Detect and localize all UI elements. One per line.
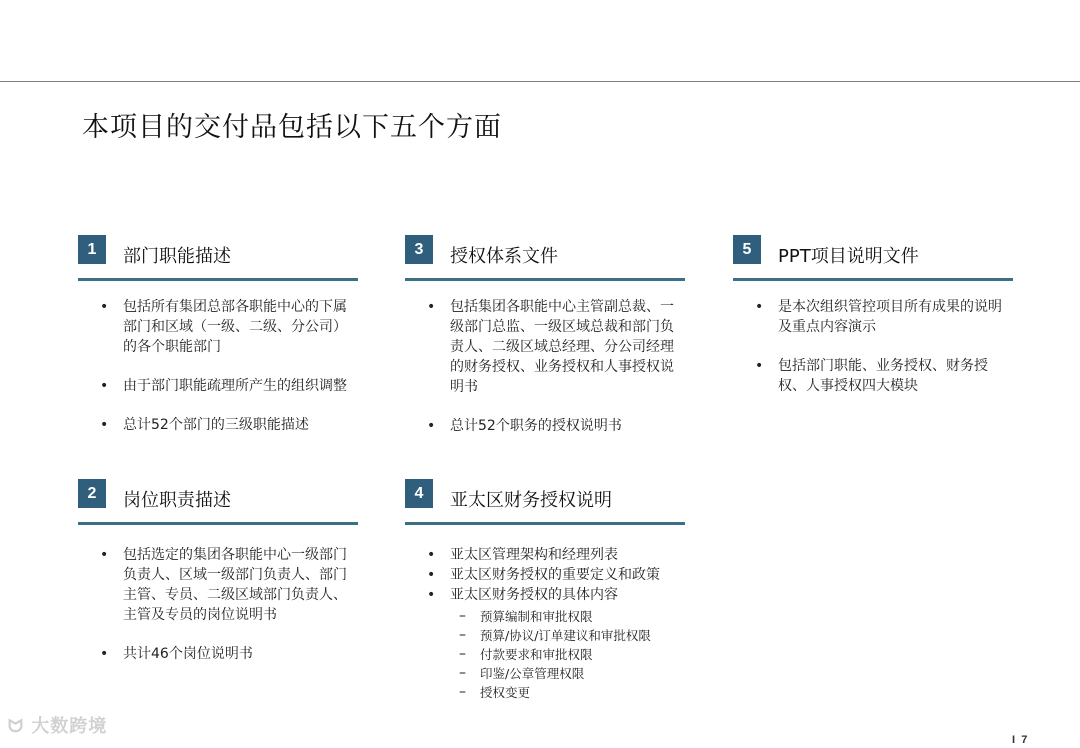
section-apac-finance xyxy=(405,476,685,702)
slide-title: 本项目的交付品包括以下五个方面 xyxy=(82,112,502,143)
section-title: 岗位职责描述 xyxy=(123,490,231,511)
section-title: PPT项目说明文件 xyxy=(778,246,919,267)
bullet-list xyxy=(78,545,358,664)
sub-bullet-item: – 授权变更 xyxy=(450,683,685,702)
bullet-item: • 亚太区管理架构和经理列表 xyxy=(405,545,685,565)
bullet-item: • 由于部门职能疏理所产生的组织调整 xyxy=(78,376,358,396)
section-number-badge: 1 xyxy=(78,235,106,264)
section-ppt-document xyxy=(733,232,1013,396)
bullet-item: • 包括选定的集团各职能中心一级部门负责人、区域一级部门负责人、部门主管、专员、二级区域部门负责人、主管及专员的岗位说明书 xyxy=(78,545,358,625)
bullet-list xyxy=(733,297,1013,396)
sub-bullet-list xyxy=(450,607,685,702)
section-authorization-system xyxy=(405,232,685,436)
section-header xyxy=(78,476,358,525)
bullet-list xyxy=(405,297,685,436)
bullet-item: • 包括所有集团总部各职能中心的下属部门和区域（一级、二级、分公司）的各个职能部门 xyxy=(78,297,358,357)
section-number-badge: 5 xyxy=(733,235,761,264)
section-header xyxy=(405,232,685,281)
bullet-text: 亚太区财务授权的具体内容 xyxy=(450,587,618,603)
section-position-duty xyxy=(78,476,358,664)
bullet-item: • 包括集团各职能中心主管副总裁、一级部门总监、一级区域总裁和部门负责人、二级区域总经理、分公司经理的财务授权、业务授权和人事授权说明书 xyxy=(405,297,685,397)
watermark-text: 大数跨境 xyxy=(31,716,108,737)
bullet-item xyxy=(405,585,685,702)
bullet-item: • 亚太区财务授权的重要定义和政策 xyxy=(405,565,685,585)
section-header xyxy=(78,232,358,281)
page-number xyxy=(1012,734,1027,746)
watermark-logo xyxy=(8,712,107,738)
bullet-item: • 总计52个职务的授权说明书 xyxy=(405,416,685,436)
watermark-icon: ᗢ xyxy=(8,716,32,737)
sub-bullet-item: – 预算/协议/订单建议和审批权限 xyxy=(450,626,685,645)
section-title: 部门职能描述 xyxy=(123,246,231,267)
section-header xyxy=(733,232,1013,281)
section-number-badge: 4 xyxy=(405,479,433,508)
bullet-item: • 总计52个部门的三级职能描述 xyxy=(78,415,358,435)
top-divider xyxy=(0,81,1080,82)
bullet-list xyxy=(78,297,358,435)
section-number-badge: 3 xyxy=(405,235,433,264)
sub-bullet-item: – 印鉴/公章管理权限 xyxy=(450,664,685,683)
bullet-list xyxy=(405,545,685,702)
page-marker: I xyxy=(1012,734,1016,746)
section-number-badge: 2 xyxy=(78,479,106,508)
sub-bullet-item: – 付款要求和审批权限 xyxy=(450,645,685,664)
section-header xyxy=(405,476,685,525)
sub-bullet-item: – 预算编制和审批权限 xyxy=(450,607,685,626)
page-number-value: 7 xyxy=(1021,734,1028,746)
section-title: 亚太区财务授权说明 xyxy=(450,490,612,511)
bullet-item: • 是本次组织管控项目所有成果的说明及重点内容演示 xyxy=(733,297,1013,337)
section-title: 授权体系文件 xyxy=(450,246,558,267)
bullet-item: • 包括部门职能、业务授权、财务授权、人事授权四大模块 xyxy=(733,356,1013,396)
bullet-item: • 共计46个岗位说明书 xyxy=(78,644,358,664)
section-dept-function xyxy=(78,232,358,435)
